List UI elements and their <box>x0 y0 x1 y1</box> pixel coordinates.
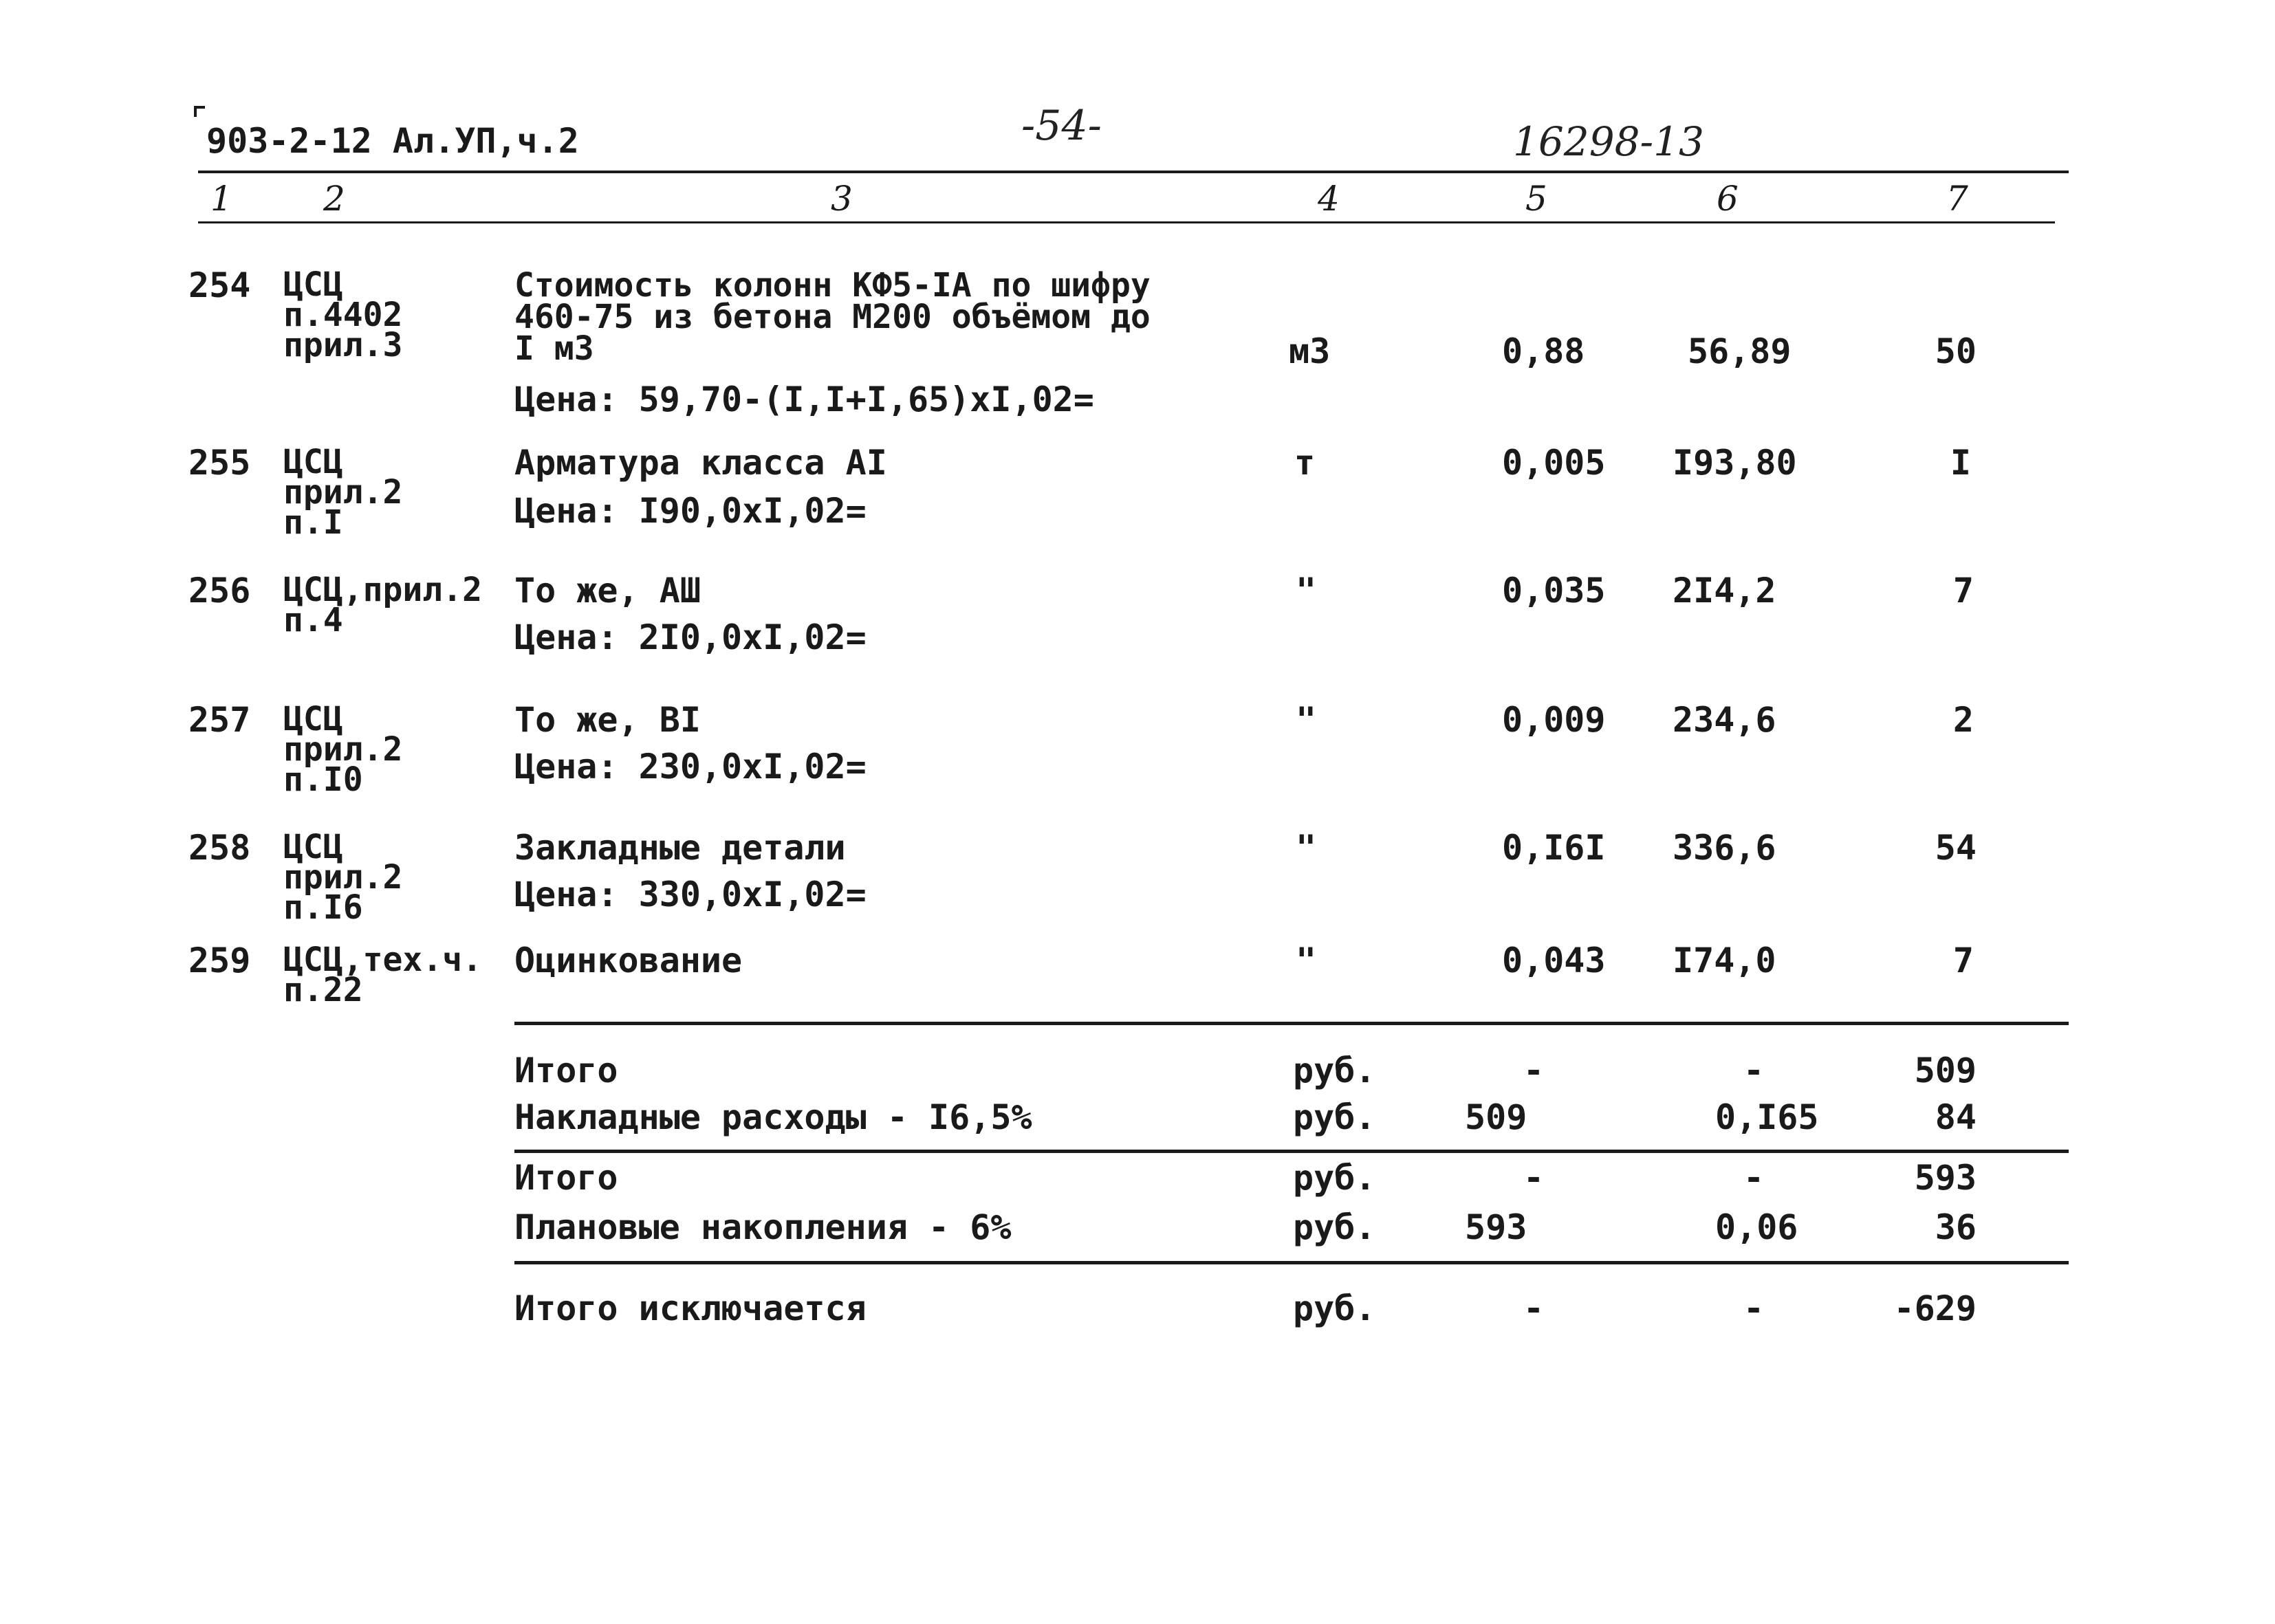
row-number: 254 <box>188 265 251 305</box>
unit-price: 234,6 <box>1673 700 1776 740</box>
summary-base: 593 <box>1465 1207 1527 1247</box>
column-number-4: 4 <box>1318 179 1340 219</box>
total: 7 <box>1952 941 1974 980</box>
summary-total: -629 <box>1893 1288 1977 1328</box>
column-number-1: 1 <box>210 179 232 219</box>
ref-line: п.I6 <box>283 888 363 927</box>
column-number-3: 3 <box>831 179 853 219</box>
unit: " <box>1296 700 1317 740</box>
summary-rule-1 <box>514 1022 2069 1025</box>
unit: " <box>1296 571 1317 611</box>
price-formula: Цена: I90,0xI,02= <box>514 491 867 531</box>
description-line: Арматура класса АI <box>514 443 887 483</box>
column-number-5: 5 <box>1525 179 1547 219</box>
row-number: 256 <box>188 571 251 611</box>
unit-price: I74,0 <box>1673 941 1776 980</box>
row-number: 259 <box>188 941 251 980</box>
total: 54 <box>1935 828 1977 868</box>
corner-mark <box>194 106 205 117</box>
summary-rate: 0,I65 <box>1715 1097 1819 1137</box>
description-line: Оцинкование <box>514 941 743 980</box>
archive-number: 16298-13 <box>1513 118 1704 165</box>
summary-unit: руб. <box>1293 1288 1376 1328</box>
ref-line: ЦСЦ,прил.2 <box>283 571 482 609</box>
summary-label: Накладные расходы - I6,5% <box>514 1097 1032 1137</box>
quantity: 0,I6I <box>1502 828 1606 868</box>
summary-unit: руб. <box>1293 1051 1376 1090</box>
summary-rate: - <box>1743 1158 1765 1198</box>
row-number: 258 <box>188 828 251 868</box>
summary-base: - <box>1523 1051 1545 1090</box>
ref-line: ЦСЦ,тех.ч. <box>283 941 482 979</box>
unit: " <box>1296 941 1317 980</box>
quantity: 0,035 <box>1502 571 1606 611</box>
ref-line: п.I <box>283 503 343 542</box>
total: 2 <box>1952 700 1974 740</box>
summary-label: Итого <box>514 1158 618 1198</box>
summary-label: Итого исключается <box>514 1288 867 1328</box>
summary-rate: - <box>1743 1288 1765 1328</box>
ref-line: п.4 <box>283 601 343 639</box>
column-number-6: 6 <box>1717 179 1739 219</box>
summary-total: 84 <box>1935 1097 1977 1137</box>
price-formula: Цена: 59,70-(I,I+I,65)xI,02= <box>514 380 1094 419</box>
quantity: 0,043 <box>1502 941 1606 980</box>
ref-line: прил.2 <box>283 473 403 512</box>
description-line: То же, ВI <box>514 700 701 740</box>
column-number-7: 7 <box>1946 179 1968 219</box>
ref-line: ЦСЦ <box>283 443 343 481</box>
summary-unit: руб. <box>1293 1158 1376 1198</box>
header-bottom-rule <box>198 221 2055 223</box>
quantity: 0,88 <box>1502 331 1585 371</box>
quantity: 0,005 <box>1502 443 1606 483</box>
unit: т <box>1294 443 1316 483</box>
summary-total: 36 <box>1935 1207 1977 1247</box>
ref-line: п.I0 <box>283 760 363 799</box>
row-number: 257 <box>188 700 251 740</box>
unit-price: 336,6 <box>1673 828 1776 868</box>
row-number: 255 <box>188 443 251 483</box>
summary-base: - <box>1523 1158 1545 1198</box>
summary-rule-3 <box>514 1261 2069 1264</box>
header-top-rule <box>198 171 2069 173</box>
summary-rule-2 <box>514 1150 2069 1153</box>
summary-base: 509 <box>1465 1097 1527 1137</box>
total: 50 <box>1935 331 1977 371</box>
summary-label: Плановые накопления - 6% <box>514 1207 1012 1247</box>
page-number: -54- <box>1021 102 1102 150</box>
unit-price: 2I4,2 <box>1673 571 1776 611</box>
summary-unit: руб. <box>1293 1207 1376 1247</box>
description-line: То же, АШ <box>514 571 701 611</box>
unit: м3 <box>1289 331 1331 371</box>
ref-line: прил.3 <box>283 326 403 364</box>
total: 7 <box>1952 571 1974 611</box>
summary-label: Итого <box>514 1051 618 1090</box>
description-line: Закладные детали <box>514 828 846 868</box>
description-line: 460-75 из бетона М200 объёмом до <box>514 298 1151 336</box>
summary-unit: руб. <box>1293 1097 1376 1137</box>
summary-total: 509 <box>1914 1051 1977 1090</box>
description-line: I м3 <box>514 329 594 368</box>
column-number-2: 2 <box>323 179 345 219</box>
ref-line: прил.2 <box>283 730 403 769</box>
description-line: Стоимость колонн КФ5-IА по шифру <box>514 266 1151 305</box>
summary-total: 593 <box>1914 1158 1977 1198</box>
price-formula: Цена: 2I0,0xI,02= <box>514 617 867 657</box>
quantity: 0,009 <box>1502 700 1606 740</box>
unit-price: I93,80 <box>1673 443 1797 483</box>
ref-line: п.22 <box>283 971 363 1009</box>
price-formula: Цена: 230,0xI,02= <box>514 747 867 787</box>
total: I <box>1950 443 1971 483</box>
summary-base: - <box>1523 1288 1545 1328</box>
ref-line: ЦСЦ <box>283 265 343 304</box>
ref-line: прил.2 <box>283 858 403 897</box>
summary-rate: - <box>1743 1051 1765 1090</box>
price-formula: Цена: 330,0xI,02= <box>514 875 867 914</box>
ref-line: ЦСЦ <box>283 700 343 738</box>
unit: " <box>1296 828 1317 868</box>
ref-line: п.4402 <box>283 296 403 334</box>
doc-code: 903-2-12 Ал.УП,ч.2 <box>206 121 579 161</box>
unit-price: 56,89 <box>1688 331 1792 371</box>
ref-line: ЦСЦ <box>283 828 343 866</box>
summary-rate: 0,06 <box>1715 1207 1798 1247</box>
